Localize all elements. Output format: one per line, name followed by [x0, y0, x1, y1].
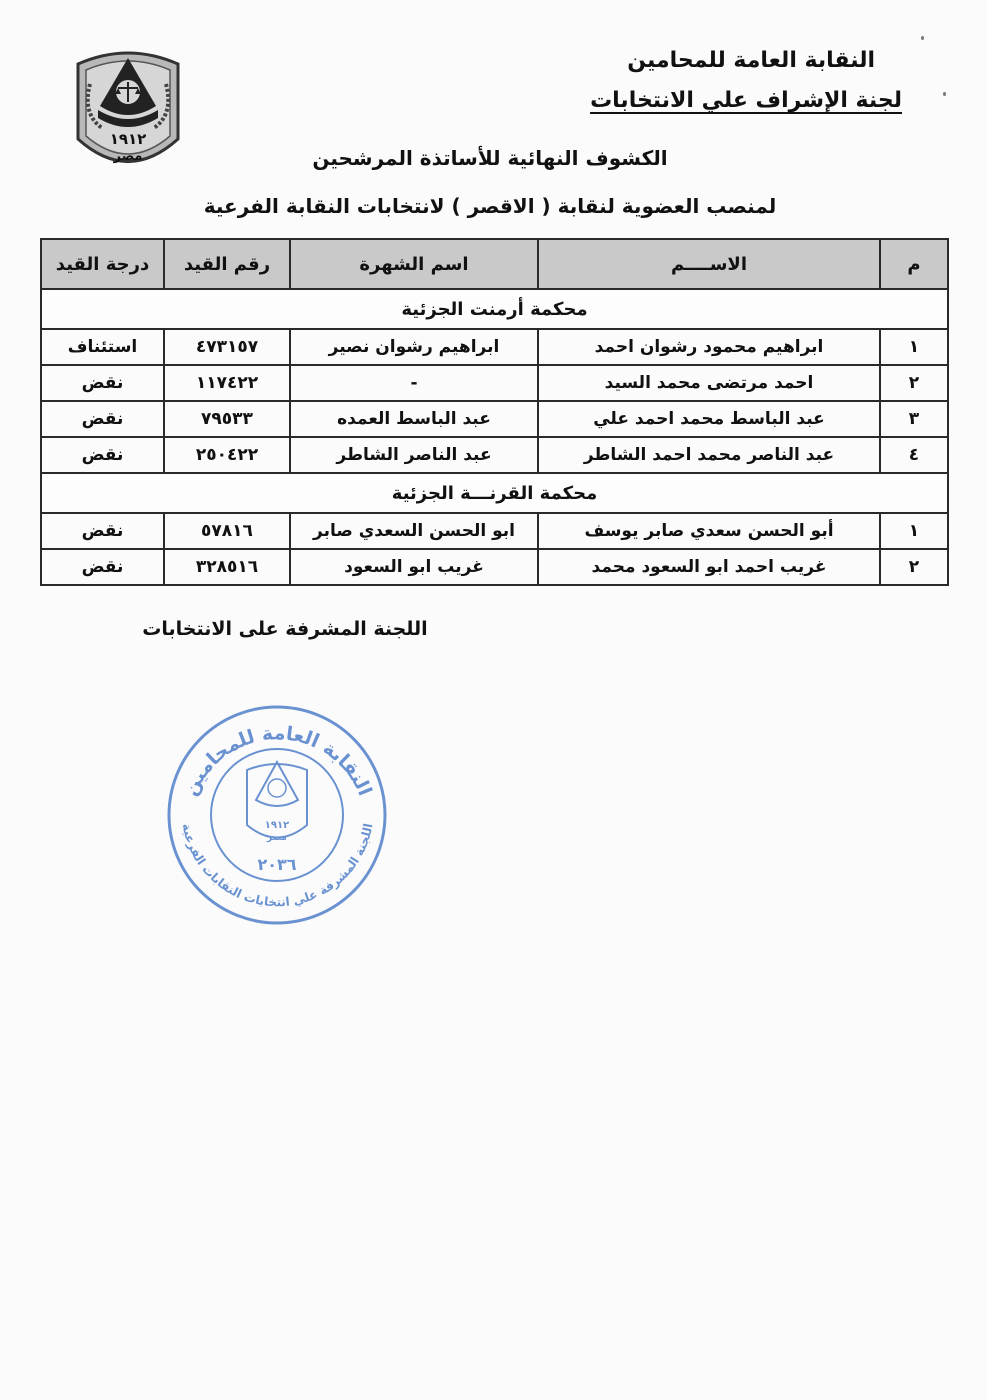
table-row: [41, 329, 948, 365]
cell-known-as: عبد الباسط العمده: [290, 401, 538, 437]
column-header-registration-number: رقم القيد: [164, 239, 290, 289]
cell-known-as: غريب ابو السعود: [290, 549, 538, 585]
committee-signature: اللجنة المشرفة على الانتخابات: [142, 618, 428, 640]
section-title: محكمة القرنـــة الجزئية: [41, 473, 948, 513]
cell-name: ابراهيم محمود رشوان احمد: [538, 329, 880, 365]
cell-number: ١: [880, 513, 948, 549]
cell-registration-number: ٧٩٥٣٣: [164, 401, 290, 437]
cell-name: احمد مرتضى محمد السيد: [538, 365, 880, 401]
column-header-registration-grade: درجة القيد: [41, 239, 164, 289]
table-row: [41, 437, 948, 473]
position-title: لمنصب العضوية لنقابة ( الاقصر ) لانتخابات النقابة الفرعية: [203, 194, 777, 218]
cell-name: أبو الحسن سعدي صابر يوسف: [538, 513, 880, 549]
table-row: [41, 513, 948, 549]
cell-registration-grade: نقض: [41, 437, 164, 473]
cell-number: ٤: [880, 437, 948, 473]
organization-name: النقابة العامة للمحامين: [627, 48, 875, 73]
official-stamp-icon: [160, 700, 395, 930]
official-stamp: [160, 700, 395, 930]
bar-association-emblem-icon: [68, 44, 188, 184]
cell-registration-number: ٣٢٨٥١٦: [164, 549, 290, 585]
cell-number: ٢: [880, 365, 948, 401]
cell-number: ١: [880, 329, 948, 365]
stamp-number: ٢٠٣٦: [257, 855, 297, 874]
cell-registration-grade: نقض: [41, 513, 164, 549]
cell-known-as: -: [290, 365, 538, 401]
cell-registration-number: ٢٥٠٤٢٢: [164, 437, 290, 473]
scan-speck: [943, 92, 946, 96]
stamp-country: مصر: [266, 833, 288, 843]
column-header-known-as: اسم الشهرة: [290, 239, 538, 289]
cell-registration-number: ١١٧٤٢٢: [164, 365, 290, 401]
cell-known-as: عبد الناصر الشاطر: [290, 437, 538, 473]
section-row: [41, 289, 948, 329]
column-header-number: م: [880, 239, 948, 289]
table-row: [41, 401, 948, 437]
cell-known-as: ابراهيم رشوان نصير: [290, 329, 538, 365]
table-header-row: [41, 239, 948, 289]
stamp-bottom-text: اللجنة المشرفة علي انتخابات النقابات الفرعية: [179, 822, 376, 910]
table-row: [41, 549, 948, 585]
section-row: [41, 473, 948, 513]
cell-registration-number: ٤٧٣١٥٧: [164, 329, 290, 365]
list-title: الكشوف النهائية للأساتذة المرشحين: [312, 146, 668, 170]
stamp-top-text: النقابة العامة للمحامين: [179, 722, 376, 800]
bar-association-logo: [68, 44, 188, 184]
candidates-table: [40, 238, 949, 586]
scan-speck: [921, 36, 924, 40]
column-header-name: الاســــم: [538, 239, 880, 289]
cell-name: غريب احمد ابو السعود محمد: [538, 549, 880, 585]
cell-name: عبد الناصر محمد احمد الشاطر: [538, 437, 880, 473]
stamp-year: ١٩١٢: [264, 820, 290, 831]
logo-year: ١٩١٢: [109, 130, 147, 148]
cell-registration-grade: نقض: [41, 365, 164, 401]
cell-registration-grade: نقض: [41, 549, 164, 585]
cell-known-as: ابو الحسن السعدي صابر: [290, 513, 538, 549]
cell-registration-number: ٥٧٨١٦: [164, 513, 290, 549]
section-title: محكمة أرمنت الجزئية: [41, 289, 948, 329]
table-row: [41, 365, 948, 401]
logo-country: مصر: [113, 149, 143, 164]
cell-registration-grade: نقض: [41, 401, 164, 437]
committee-name: لجنة الإشراف علي الانتخابات: [590, 88, 902, 113]
cell-number: ٢: [880, 549, 948, 585]
cell-number: ٣: [880, 401, 948, 437]
cell-registration-grade: استئناف: [41, 329, 164, 365]
cell-name: عبد الباسط محمد احمد علي: [538, 401, 880, 437]
